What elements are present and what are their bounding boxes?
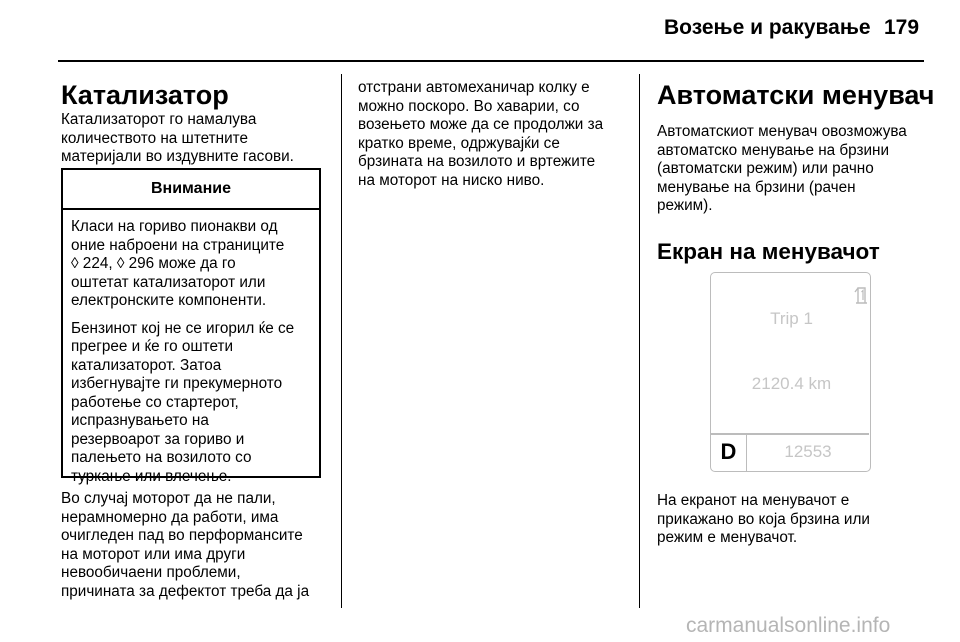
- warning-paragraph-1: Класи на гориво пионакви од оние наброени на страниците ◊ 224, ◊ 296 може да го оштетат катализаторот или електронските компоненти.: [71, 218, 285, 309]
- right-column-caption: [657, 492, 942, 548]
- catalyst-fault-text: Во случај моторот да не пали, нерамномерно да работи, има очигледен пад во перформансите на моторот или има други невообичаени проблеми, причината за дефектот треба да ја: [61, 490, 310, 600]
- page-number: 179: [884, 16, 920, 39]
- header-rule: [58, 60, 924, 62]
- display-trip-label: Trip 1: [770, 309, 813, 328]
- continuation-text: отстрани автомеханичар колку е можно поскоро. Во хаварии, со возењето може да се продолжи за кратко време, одржувајќи се брзината на возилото и вртежите на моторот на ниско ниво.: [358, 79, 604, 189]
- transmission-display-illustration: [710, 272, 871, 472]
- left-column-after: [61, 490, 336, 601]
- subheading-display: Екран на менувачот: [657, 238, 880, 264]
- warning-box: [61, 168, 321, 485]
- section-heading-catalyst: Катализатор: [61, 80, 229, 110]
- catalyst-intro: Катализаторот го намалува количеството на штетните материјали во издувните гасови.: [61, 111, 294, 165]
- fuel-pump-icon: [854, 285, 868, 305]
- automatic-intro: Автоматскиот менувач овозможува автоматско менување на брзини (автоматски режим) или рачно менување на брзини (рачен режим).: [657, 123, 907, 214]
- right-column: [657, 79, 942, 266]
- display-gear-indicator: D: [711, 433, 747, 471]
- section-heading-automatic: Автоматски менувач: [657, 80, 935, 110]
- column-divider-2: [639, 74, 640, 608]
- warning-title: Внимание: [63, 170, 319, 210]
- watermark-text: carmanualsonline.info: [686, 614, 891, 637]
- left-column: [61, 79, 333, 167]
- header-title: Возење и ракување: [664, 16, 871, 39]
- display-odometer: 12553: [784, 442, 832, 461]
- middle-column: [358, 79, 633, 190]
- display-caption: На екранот на менувачот е прикажано во која брзина или режим е менувачот.: [657, 492, 870, 546]
- warning-paragraph-2: Бензинот кој не се игорил ќе се прегрее и ќе го оштети катализаторот. Затоа избегнувајте ги прекумерното работење со стартерот, испразнувањето на резервоарот за гориво и палењето на возилото со туркање или влечење.: [71, 319, 295, 485]
- column-divider-1: [341, 74, 342, 608]
- display-distance: 2120.4 km: [751, 374, 832, 393]
